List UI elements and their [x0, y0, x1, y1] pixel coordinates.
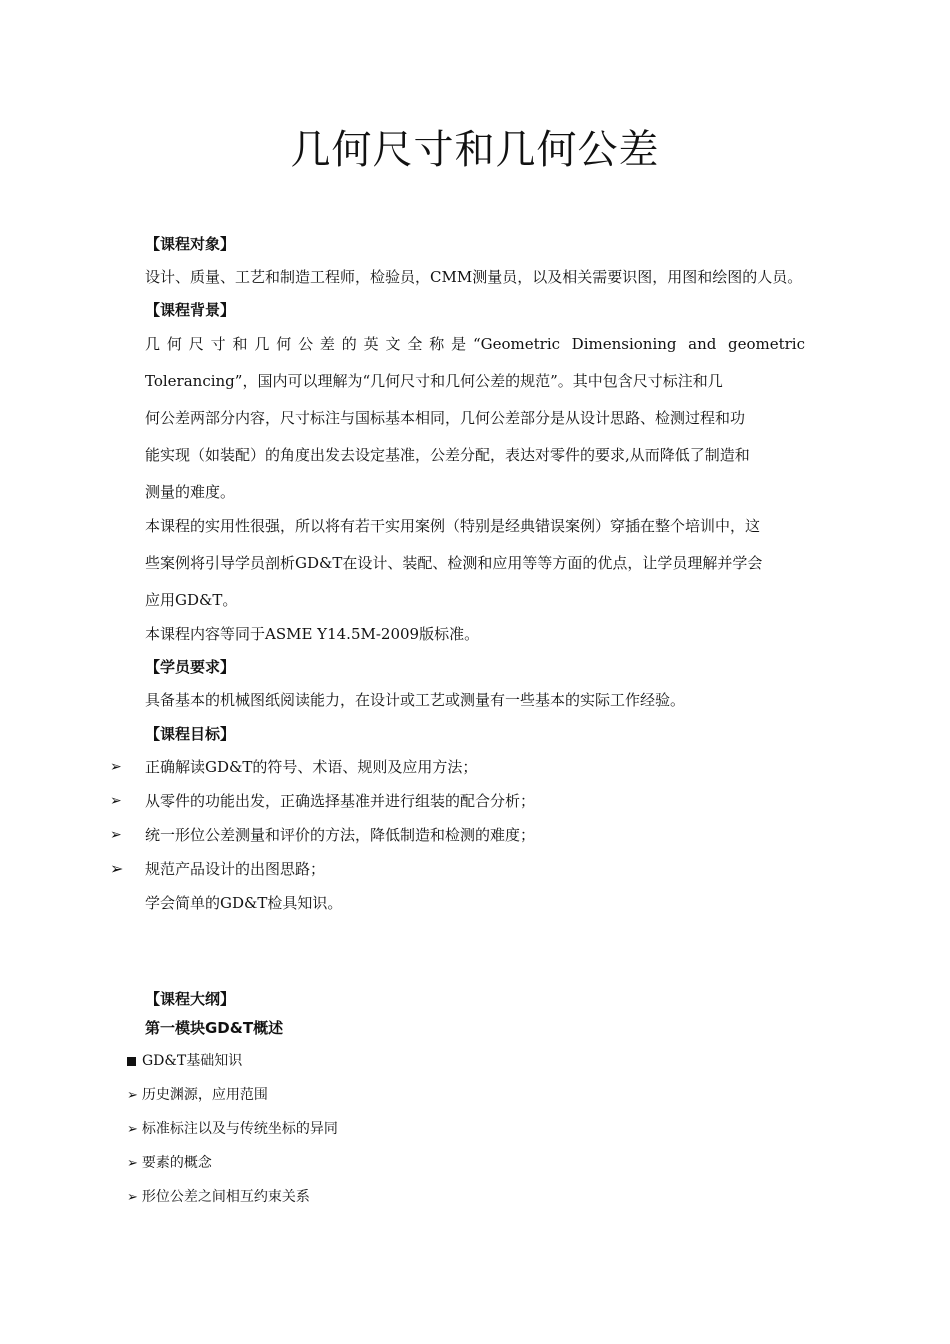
module-title: 第一模块GD&T概述 — [145, 1019, 284, 1037]
outline-item-label: 标准标注以及与传统坐标的异同 — [141, 1121, 338, 1137]
background-line-5: 测量的难度。 — [145, 483, 236, 501]
outline-item-square — [127, 1051, 242, 1071]
background-line-8: 应用GD&T。 — [145, 591, 238, 609]
audience-text: 设计、质量、工艺和制造工程师，检验员，CMM测量员，以及相关需要识图，用图和绘图的人员。 — [145, 268, 803, 286]
outline-item — [127, 1187, 310, 1208]
goal-item: 统一形位公差测量和评价的方法，降低制造和检测的难度； — [145, 826, 536, 844]
section-heading-goals: 【课程目标】 — [145, 725, 236, 743]
arrow-bullet-icon: ➢ — [110, 827, 122, 843]
goal-item-last: 学会简单的GD&T检具知识。 — [145, 894, 343, 912]
section-heading-requirements: 【学员要求】 — [145, 658, 236, 676]
goal-item: 规范产品设计的出图思路； — [145, 860, 326, 878]
background-line-3: 何公差两部分内容，尺寸标注与国标基本相同，几何公差部分是从设计思路、检测过程和功 — [145, 409, 746, 427]
arrow-bullet-icon: ➢ — [127, 1122, 138, 1137]
square-bullet-icon — [127, 1057, 136, 1066]
arrow-bullet-icon: ➢ — [110, 759, 122, 775]
background-line-1: 几何尺寸和几何公差的英文全称是“Geometric Dimensioning and geometric — [145, 335, 805, 353]
background-standard-note: 本课程内容等同于ASME Y14.5M-2009版标准。 — [145, 625, 480, 643]
outline-item — [127, 1153, 212, 1174]
arrow-bullet-icon: ➢ — [127, 1190, 138, 1205]
section-heading-outline: 【课程大纲】 — [145, 990, 236, 1008]
goal-item: 正确解读GD&T的符号、术语、规则及应用方法； — [145, 758, 478, 776]
goal-item: 从零件的功能出发，正确选择基准并进行组装的配合分析； — [145, 792, 536, 810]
document-title: 几何尺寸和几何公差 — [290, 127, 660, 173]
arrow-bullet-icon: ➢ — [110, 859, 124, 878]
background-line-7: 些案例将引导学员剖析GD&T在设计、装配、检测和应用等等方面的优点，让学员理解并学会 — [145, 554, 763, 572]
background-line-2: Tolerancing”，国内可以理解为“几何尺寸和几何公差的规范”。其中包含尺寸标注和几 — [145, 372, 723, 390]
arrow-bullet-icon: ➢ — [110, 793, 122, 809]
arrow-bullet-icon: ➢ — [127, 1156, 138, 1171]
section-heading-audience: 【课程对象】 — [145, 235, 236, 253]
outline-item-label: 形位公差之间相互约束关系 — [141, 1189, 310, 1205]
outline-item-label: 要素的概念 — [141, 1155, 212, 1171]
background-line-4: 能实现（如装配）的角度出发去设定基准，公差分配，表达对零件的要求,从而降低了制造和 — [145, 446, 750, 464]
outline-item-label: GD&T基础知识 — [142, 1053, 243, 1069]
arrow-bullet-icon: ➢ — [127, 1088, 138, 1103]
background-line-6: 本课程的实用性很强，所以将有若干实用案例（特别是经典错误案例）穿插在整个培训中，这 — [145, 517, 761, 535]
outline-item — [127, 1085, 268, 1106]
section-heading-background: 【课程背景】 — [145, 301, 236, 319]
outline-item-label: 历史渊源，应用范围 — [141, 1087, 268, 1103]
requirements-text: 具备基本的机械图纸阅读能力，在设计或工艺或测量有一些基本的实际工作经验。 — [145, 691, 686, 709]
outline-item — [127, 1119, 338, 1140]
